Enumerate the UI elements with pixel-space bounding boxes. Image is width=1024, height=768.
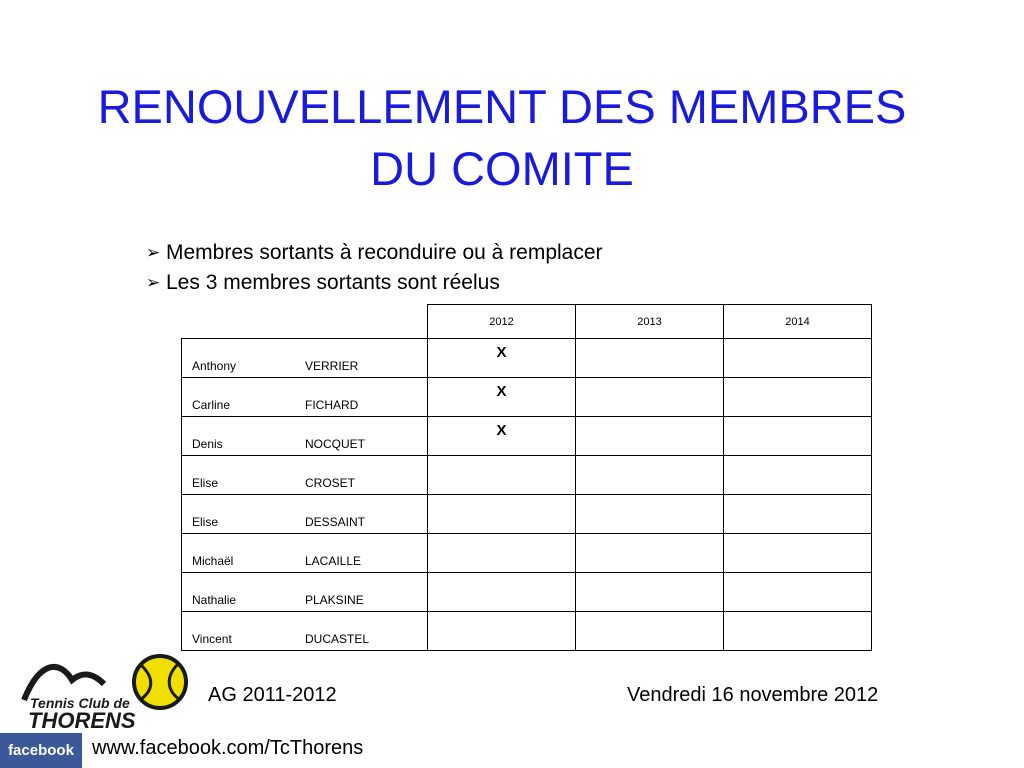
- arrow-bullet-icon: ➢: [146, 243, 161, 262]
- bullet-text: Membres sortants à reconduire ou à remplacer: [166, 241, 603, 264]
- table-row: [182, 612, 872, 651]
- footer-ag-label: AG 2011-2012: [208, 684, 337, 706]
- first-name: Denis: [182, 417, 306, 456]
- last-name: CROSET: [305, 456, 428, 495]
- last-name: LACAILLE: [305, 534, 428, 573]
- mark-cell: [428, 573, 576, 612]
- facebook-url-link[interactable]: www.facebook.com/TcThorens: [92, 737, 364, 759]
- first-name: Nathalie: [182, 573, 306, 612]
- title-line-1: RENOUVELLEMENT DES MEMBRES: [97, 80, 907, 133]
- footer-date: Vendredi 16 novembre 2012: [627, 684, 879, 706]
- mark-cell: [724, 456, 872, 495]
- table-row: [182, 456, 872, 495]
- mark-cell: [724, 378, 872, 417]
- logo-text-line1: Tennis Club de: [30, 695, 130, 711]
- facebook-badge[interactable]: facebook: [0, 733, 82, 768]
- mark-cell: [576, 495, 724, 534]
- mark-cell: [724, 417, 872, 456]
- table-row: [182, 495, 872, 534]
- first-name: Anthony: [182, 339, 306, 378]
- mark-cell: [428, 456, 576, 495]
- year-header: 2014: [724, 305, 872, 339]
- year-header: 2013: [576, 305, 724, 339]
- tennis-club-logo: [20, 650, 190, 740]
- mark-cell: [576, 417, 724, 456]
- mark-cell: X: [428, 378, 576, 417]
- bullet-item: [146, 268, 603, 298]
- first-name: Elise: [182, 456, 306, 495]
- mark-cell: [576, 612, 724, 651]
- mark-cell: [428, 495, 576, 534]
- mark-cell: X: [428, 417, 576, 456]
- mark-cell: [576, 456, 724, 495]
- committee-table: [181, 304, 872, 651]
- first-name: Carline: [182, 378, 306, 417]
- table-row: [182, 573, 872, 612]
- mark-cell: [576, 339, 724, 378]
- last-name: VERRIER: [305, 339, 428, 378]
- first-name: Elise: [182, 495, 306, 534]
- slide-title: [0, 76, 1004, 200]
- bullet-item: [146, 238, 603, 268]
- table-header-row: [182, 305, 872, 339]
- mark-cell: [576, 378, 724, 417]
- mark-cell: [428, 612, 576, 651]
- table-row: [182, 339, 872, 378]
- last-name: NOCQUET: [305, 417, 428, 456]
- first-name: Vincent: [182, 612, 306, 651]
- table-row: [182, 534, 872, 573]
- mark-cell: [576, 534, 724, 573]
- mark-cell: [724, 534, 872, 573]
- mark-cell: [724, 612, 872, 651]
- last-name: DESSAINT: [305, 495, 428, 534]
- mark-cell: X: [428, 339, 576, 378]
- mark-cell: [724, 339, 872, 378]
- last-name: PLAKSINE: [305, 573, 428, 612]
- last-name: DUCASTEL: [305, 612, 428, 651]
- bullet-list: [146, 238, 603, 298]
- table-row: [182, 378, 872, 417]
- bullet-text: Les 3 membres sortants sont réelus: [166, 271, 500, 294]
- mark-cell: [576, 573, 724, 612]
- logo-text-line2: THORENS: [28, 708, 136, 733]
- table-row: [182, 417, 872, 456]
- mark-cell: [724, 573, 872, 612]
- title-line-2: DU COMITE: [370, 142, 634, 195]
- first-name: Michaël: [182, 534, 306, 573]
- year-header: 2012: [428, 305, 576, 339]
- arrow-bullet-icon: ➢: [146, 273, 161, 292]
- last-name: FICHARD: [305, 378, 428, 417]
- mark-cell: [428, 534, 576, 573]
- mark-cell: [724, 495, 872, 534]
